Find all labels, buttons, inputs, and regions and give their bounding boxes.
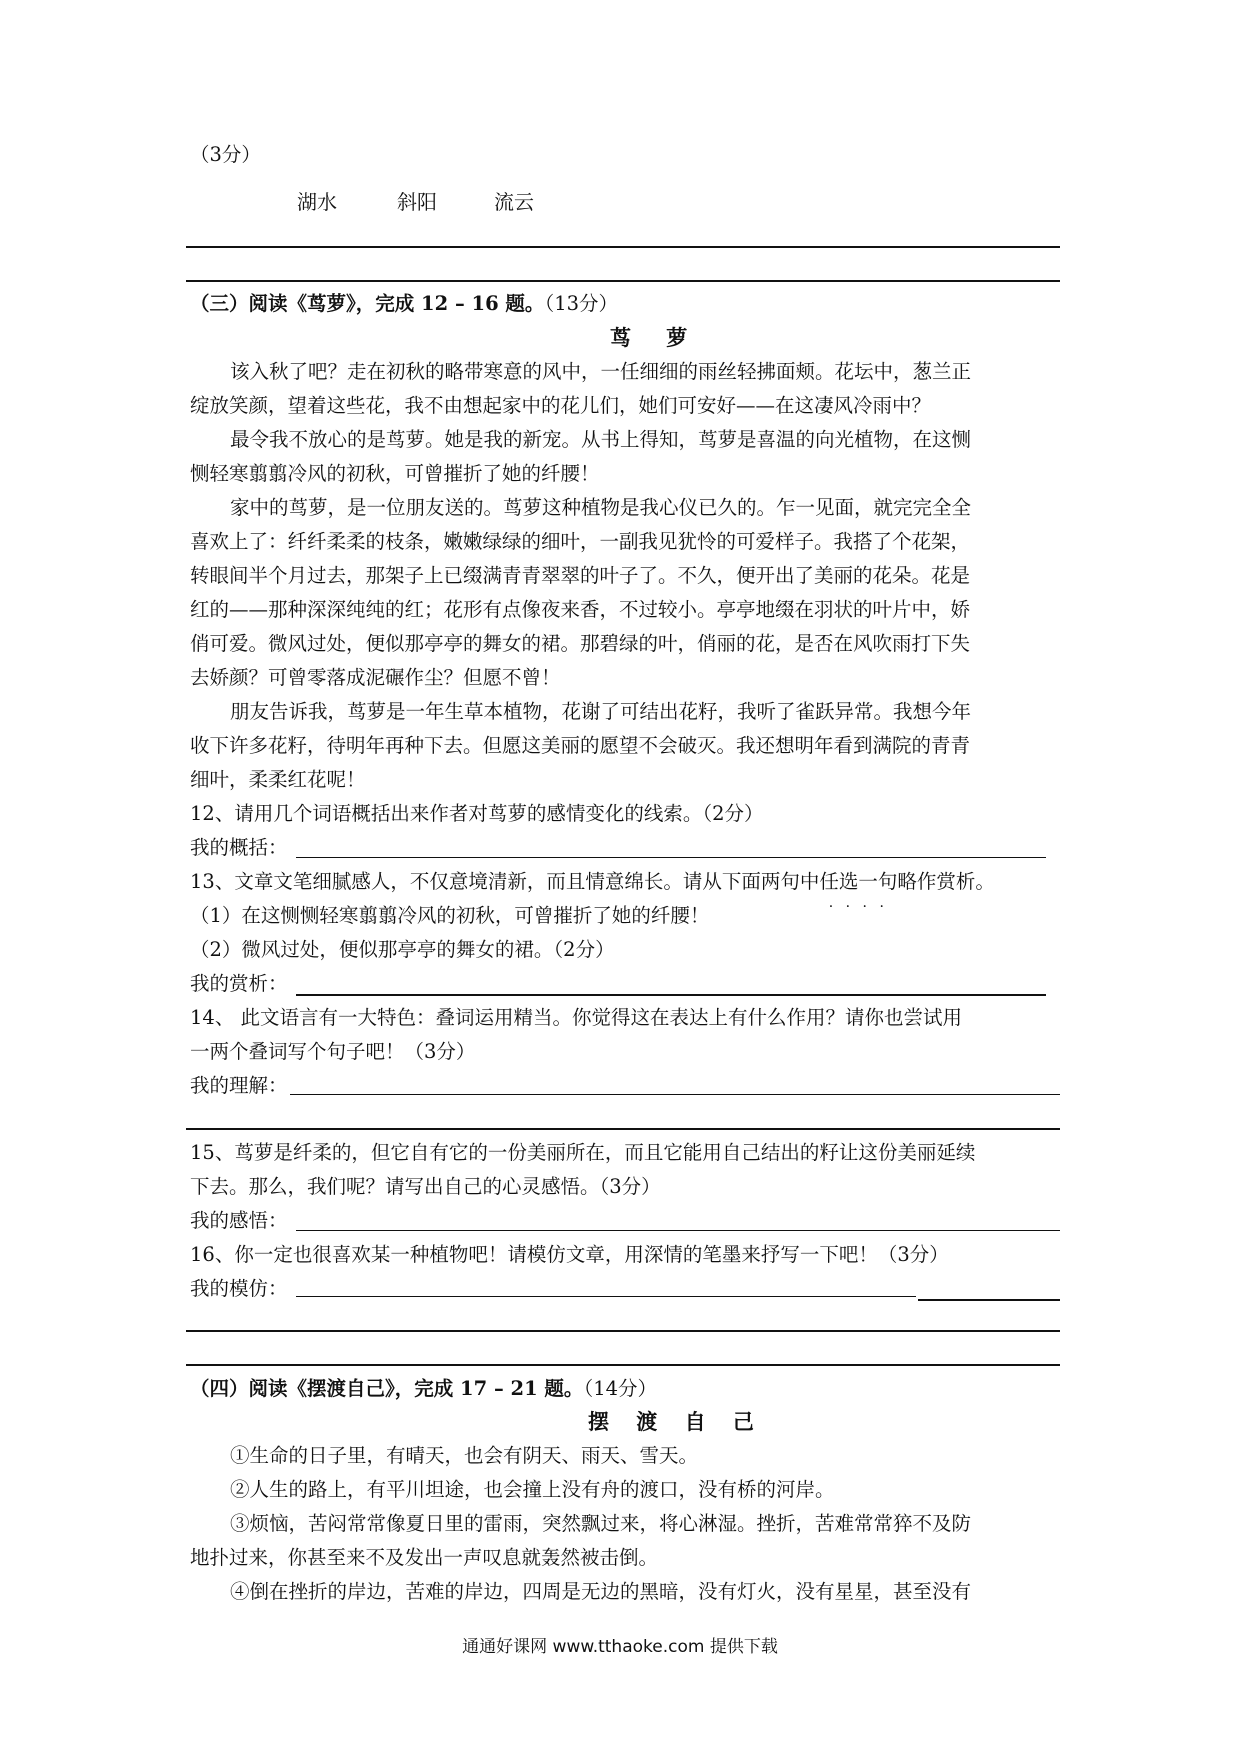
section4-score: （14分） <box>583 1377 658 1400</box>
answer-label-15: 我的感悟： <box>190 1209 288 1232</box>
question-13-part1: 13、文章文笔细腻感人，不仅意境清新，而且情意绵长。请从下面两句中 <box>190 870 820 893</box>
paragraph-line: ①生命的日子里，有晴天，也会有阴天、雨天、雪天。 <box>230 1444 699 1467</box>
paragraph-line: 红的——那种深深纯纯的红；花形有点像夜来香，不过较小。亭亭地缀在羽状的叶片中，娇 <box>190 598 971 621</box>
paragraph-line: 收下许多花籽，待明年再种下去。但愿这美丽的愿望不会破灭。我还想明年看到满院的青青 <box>190 734 971 757</box>
answer-label-16: 我的模仿： <box>190 1277 288 1300</box>
answer-line-16b[interactable] <box>186 1330 1060 1332</box>
paragraph-line: 最令我不放心的是茑萝。她是我的新宠。从书上得知，茑萝是喜温的向光植物，在这恻 <box>230 428 972 451</box>
answer-line-14b[interactable] <box>186 1128 1060 1130</box>
question-12: 12、请用几个词语概括出来作者对茑萝的感情变化的线索。（2分） <box>190 802 764 825</box>
section3-score: （13分） <box>544 292 619 315</box>
paragraph-line: 俏可爱。微风过处，便似那亭亭的舞女的裙。那碧绿的叶，俏丽的花，是否在风吹雨打下失 <box>190 632 971 655</box>
section-divider <box>186 280 1060 282</box>
section4-header-text: （四）阅读《摆渡自己》，完成 17 – 21 题。 <box>190 1377 584 1400</box>
question-15-line1: 15、茑萝是纤柔的，但它自有它的一份美丽所在，而且它能用自己结出的籽让这份美丽延续 <box>190 1141 976 1164</box>
question-13-part2: 略作赏析。 <box>897 870 995 893</box>
answer-line-12[interactable] <box>296 857 1046 858</box>
question-13 <box>190 865 1060 899</box>
paragraph-line: ④倒在挫折的岸边，苦难的岸边，四周是无边的黑暗，没有灯火，没有星星，甚至没有 <box>230 1580 972 1603</box>
paragraph-line: 喜欢上了：纤纤柔柔的枝条，嫩嫩绿绿的细叶，一副我见犹怜的可爱样子。我搭了个花架， <box>190 530 971 553</box>
paragraph-line: ②人生的路上，有平川坦途，也会撞上没有舟的渡口，没有桥的河岸。 <box>230 1478 835 1501</box>
question-16: 16、你一定也很喜欢某一种植物吧！请模仿文章，用深情的笔墨来抒写一下吧！（3分） <box>190 1243 949 1266</box>
article-title: 摆 渡 自 己 <box>588 1409 764 1434</box>
answer-line-15[interactable] <box>296 1230 1060 1231</box>
question-14-line2: 一两个叠词写个句子吧！（3分） <box>190 1040 476 1063</box>
points-label: （3分） <box>190 143 261 166</box>
answer-label-13: 我的赏析： <box>190 972 288 995</box>
paragraph-line: 该入秋了吧？走在初秋的略带寒意的风中，一任细细的雨丝轻拂面颊。花坛中，葱兰正 <box>230 360 972 383</box>
section3-header <box>190 287 1060 321</box>
section-divider <box>186 1364 1060 1366</box>
paragraph-line: 细叶，柔柔红花呢！ <box>190 768 366 791</box>
question-13-option-2: （2）微风过处，便似那亭亭的舞女的裙。（2分） <box>190 938 615 961</box>
word-3: 流云 <box>494 190 534 214</box>
answer-line <box>186 246 1060 248</box>
word-1: 湖水 <box>297 190 337 214</box>
answer-label-12: 我的概括： <box>190 836 288 859</box>
paragraph-line: 地扑过来，你甚至来不及发出一声叹息就轰然被击倒。 <box>190 1546 659 1569</box>
paragraph-line: 恻轻寒翦翦冷风的初秋，可曾摧折了她的纤腰！ <box>190 462 600 485</box>
paragraph-line: 去娇颜？可曾零落成泥碾作尘？但愿不曾！ <box>190 666 561 689</box>
paragraph-line: 绽放笑颜，望着这些花，我不由想起家中的花儿们，她们可安好——在这凄风冷雨中？ <box>190 394 932 417</box>
question-14-line1: 14、 此文语言有一大特色：叠词运用精当。你觉得这在表达上有什么作用？请你也尝试用 <box>190 1006 963 1029</box>
paragraph-line: 转眼间半个月过去，那架子上已缀满青青翠翠的叶子了。不久，便开出了美丽的花朵。花是 <box>190 564 971 587</box>
paragraph-line: ③烦恼，苦闷常常像夏日里的雷雨，突然飘过来，将心淋湿。挫折，苦难常常猝不及防 <box>230 1512 972 1535</box>
question-15-line2: 下去。那么，我们呢？请写出自己的心灵感悟。（3分） <box>190 1175 661 1198</box>
question-13-emphasis: 任选一句 · · · · <box>819 870 897 893</box>
word-2: 斜阳 <box>397 190 437 214</box>
answer-line-16-end[interactable] <box>918 1299 1060 1301</box>
answer-line-14[interactable] <box>290 1094 1060 1095</box>
page-footer: 通通好课网 www.tthaoke.com 提供下载 <box>462 1637 778 1657</box>
answer-line-13[interactable] <box>296 994 1046 996</box>
section4-header <box>190 1372 1060 1406</box>
answer-line-16[interactable] <box>296 1296 916 1297</box>
article-title: 茑 萝 <box>610 325 702 350</box>
answer-label-14: 我的理解： <box>190 1074 288 1097</box>
paragraph-line: 家中的茑萝，是一位朋友送的。茑萝这种植物是我心仪已久的。乍一见面，就完完全全 <box>230 496 972 519</box>
section3-header-text: （三）阅读《茑萝》，完成 12 – 16 题。 <box>190 292 545 315</box>
question-13-option-1: （1）在这恻恻轻寒翦翦冷风的初秋，可曾摧折了她的纤腰！ <box>190 904 710 927</box>
paragraph-line: 朋友告诉我，茑萝是一年生草本植物，花谢了可结出花籽，我听了雀跃异常。我想今年 <box>230 700 972 723</box>
